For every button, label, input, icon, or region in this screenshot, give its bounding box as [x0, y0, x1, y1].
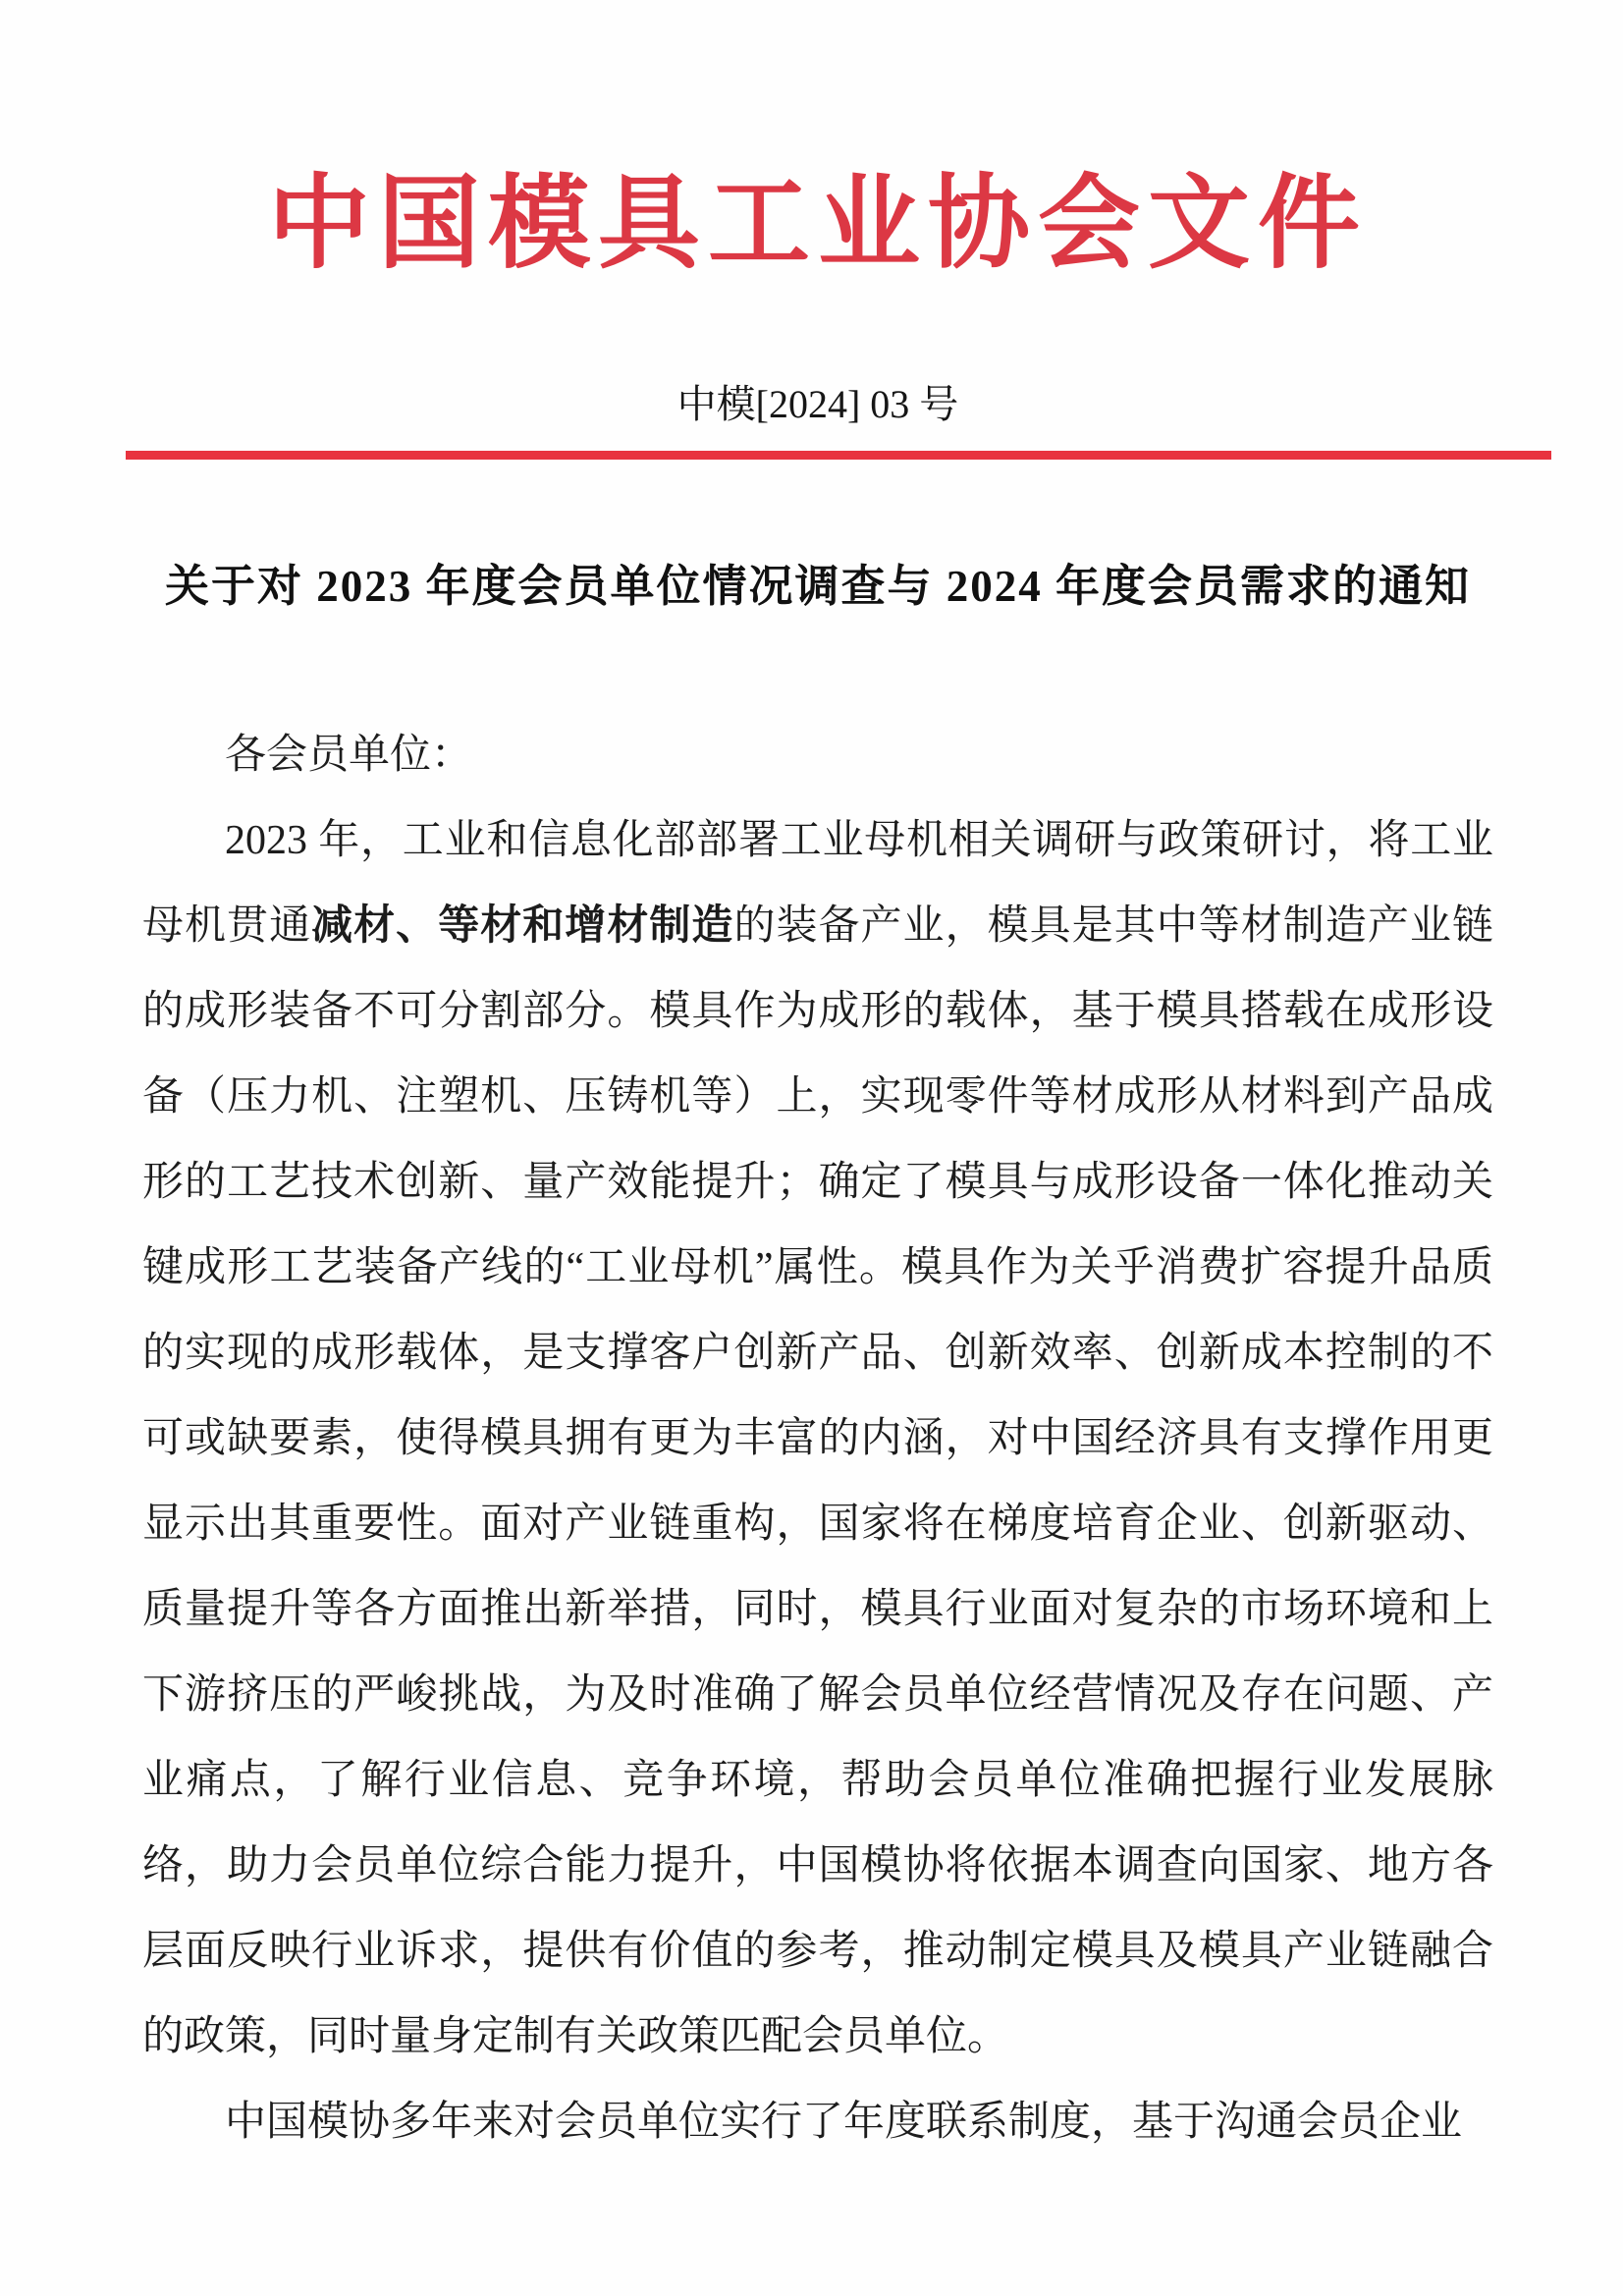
paragraph-1-rest: 的装备产业，模具是其中等材制造产业链的成形装备不可分割部分。模具作为成形的载体，基于模具搭载在成形设备（压力机、注塑机、压铸机等）上，实现零件等材成形从材料到产品成形的工艺技术创新、量产效能提升；确定了模具与成形设备一体化推动关键成形工艺装备产线的“工业母机”属性。模具作为关乎消费扩容提升品质的实现的成形载体，是支撑客户创新产品、创新效率、创新成本控制的不可或缺要素，使得模具拥有更为丰富的内涵，对中国经济具有支撑作用更显示出其重要性。面对产业链重构，国家将在梯度培育企业、创新驱动、质量提升等各方面推出新举措，同时，模具行业面对复杂的市场环境和上下游挤压的严峻挑战，为及时准确了解会员单位经营情况及存在问题、产业痛点，了解行业信息、竞争环境，帮助会员单位准确把握行业发展脉络，助力会员单位综合能力提升，中国模协将依据本调查向国家、地方各层面反映行业诉求，提供有价值的参考，推动制定模具及模具产业链融合的政策，同时量身定制有关政策匹配会员单位。 — [142, 903, 1493, 2059]
notice-title: 关于对 2023 年度会员单位情况调查与 2024 年度会员需求的通知 — [164, 562, 1471, 611]
paragraph-2: 中国模协多年来对会员单位实行了年度联系制度，基于沟通会员企业 — [225, 2100, 1463, 2145]
red-divider-rule — [126, 451, 1551, 460]
organization-title: 中国模具工业协会文件 — [267, 168, 1368, 281]
salutation: 各会员单位： — [225, 733, 473, 778]
paragraph-1-lead: 2023 年，工业和信息化部部署工业母机相关调研与政策研讨，将工业母机贯通 — [142, 818, 1493, 949]
notice-body — [142, 713, 1493, 2165]
document-content — [142, 0, 1493, 2296]
paragraph-1 — [142, 798, 1493, 2080]
document-number: 中模[2024] 03 号 — [676, 382, 959, 426]
paragraph-1-bold-phrase: 减材、等材和增材制造 — [311, 903, 734, 949]
